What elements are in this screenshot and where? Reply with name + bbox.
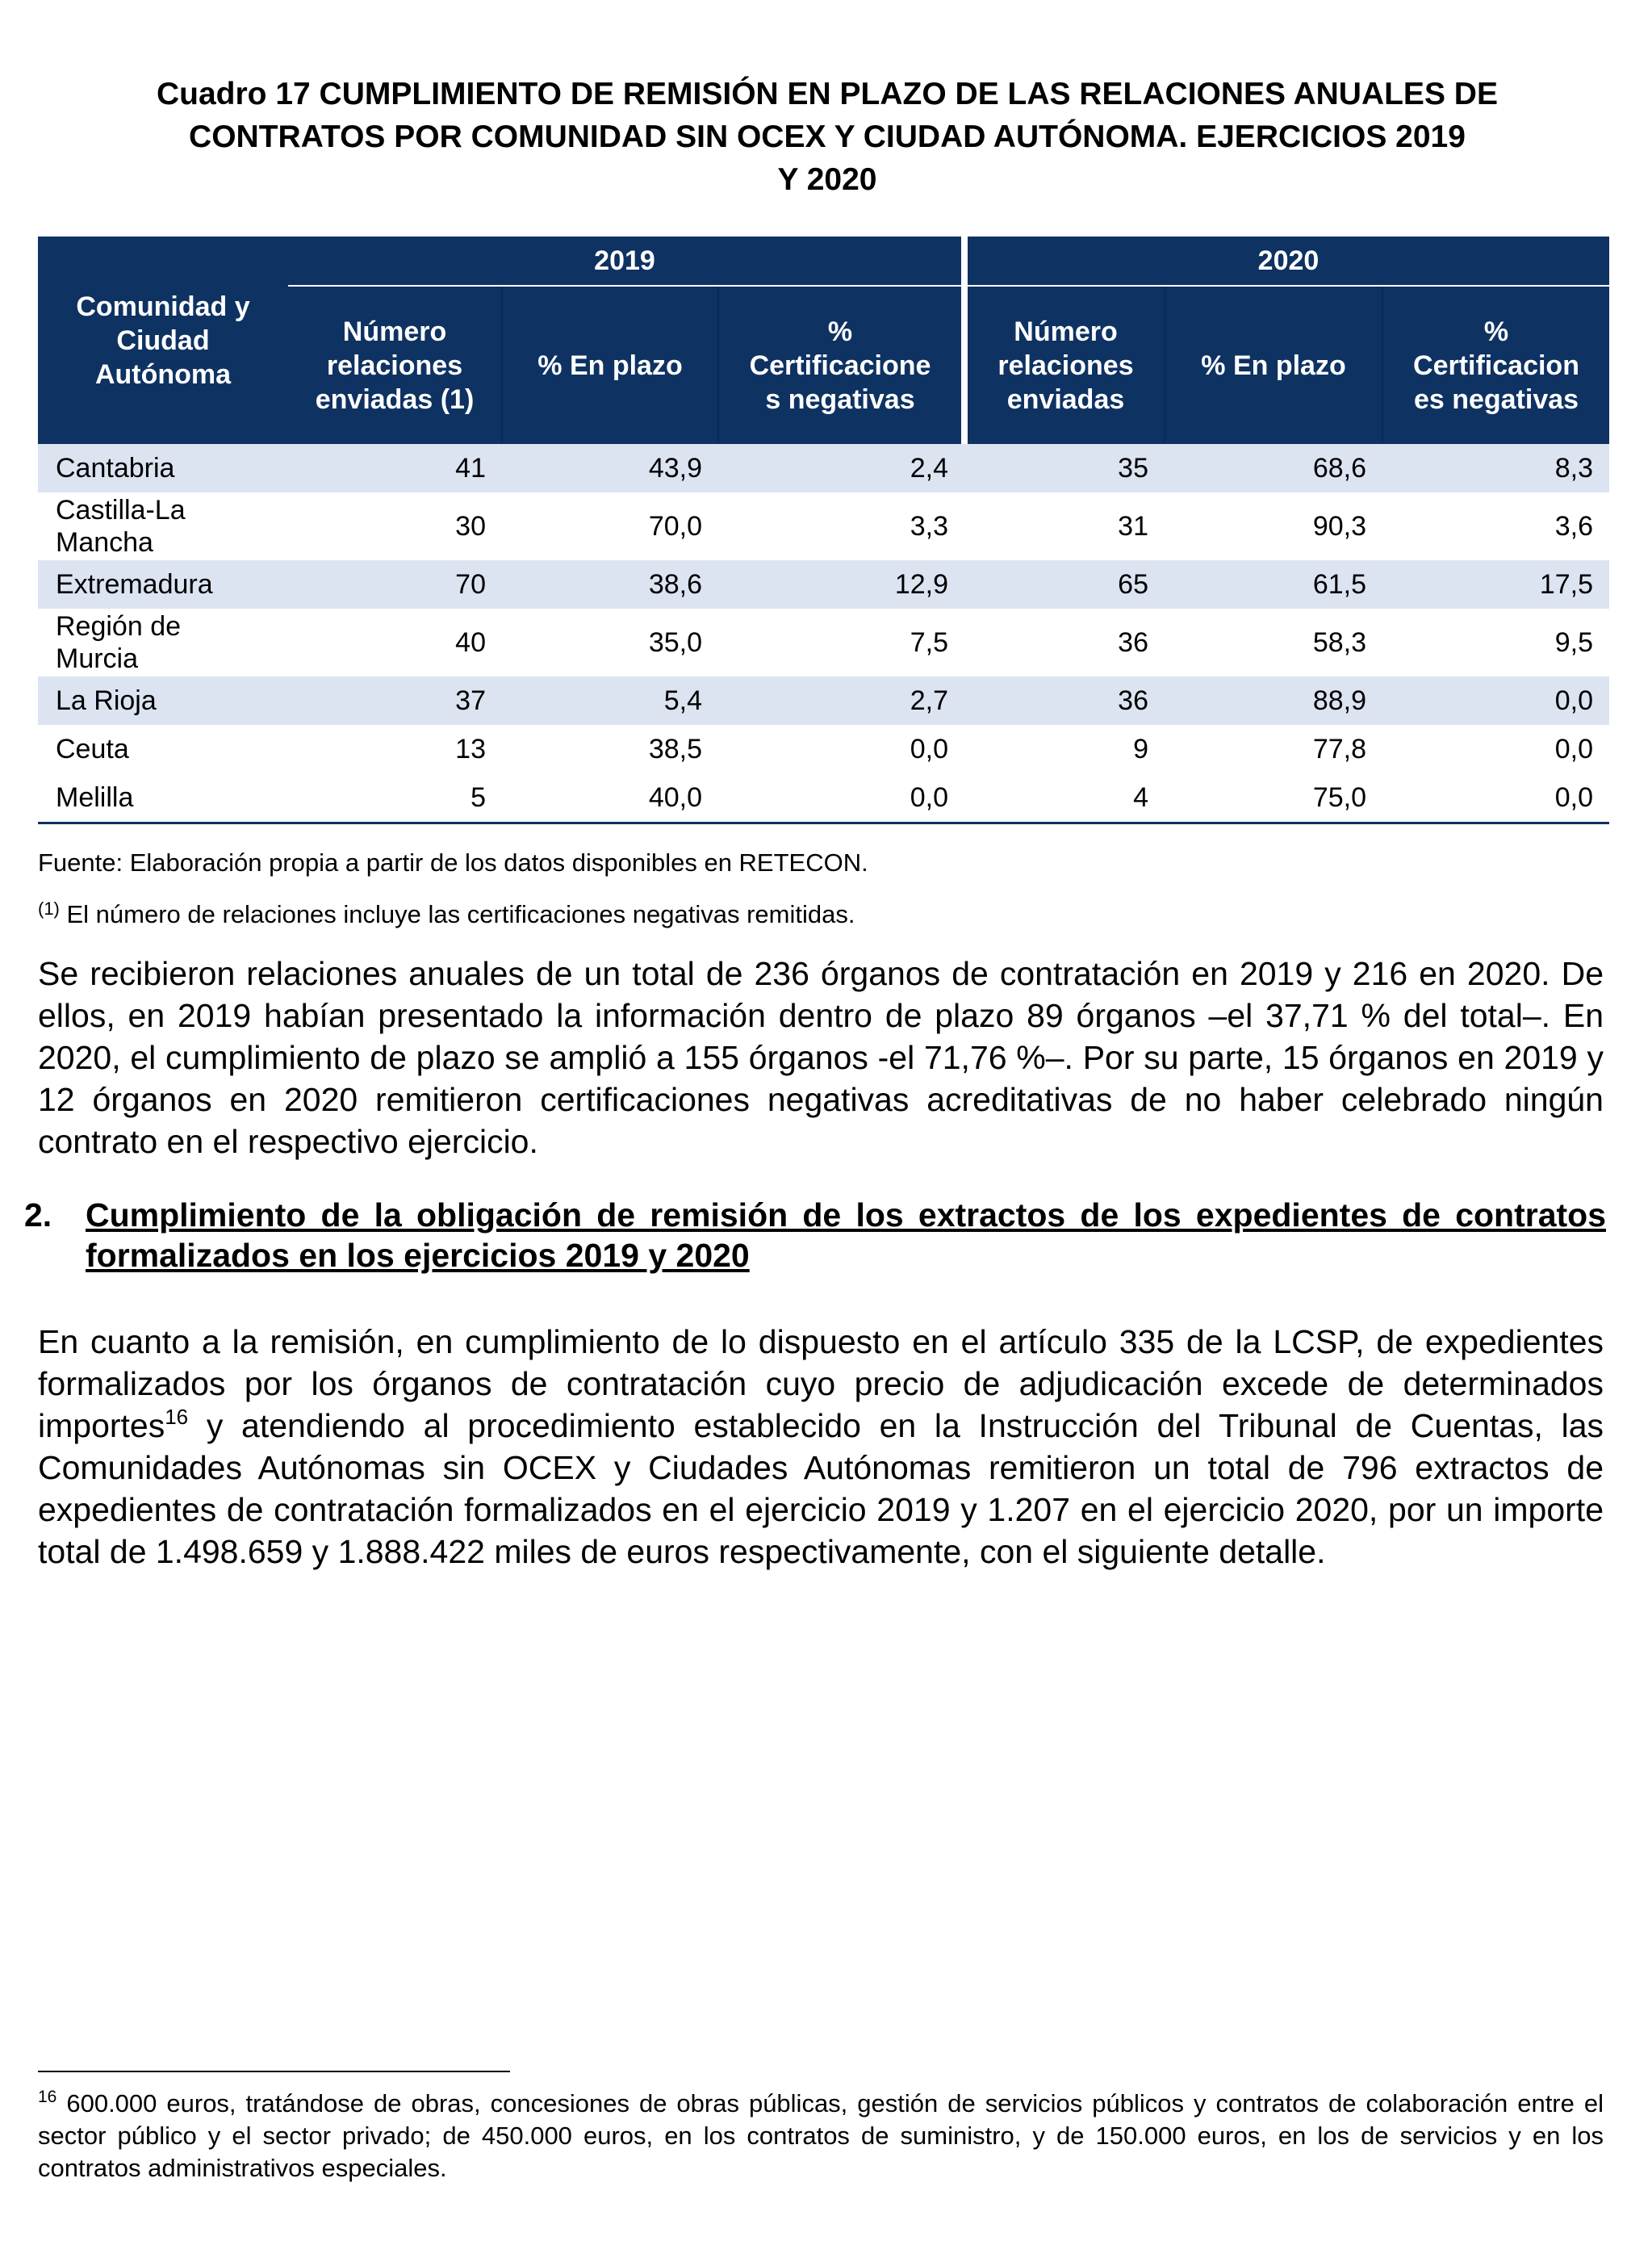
- title-line-2: CONTRATOS POR COMUNIDAD SIN OCEX Y CIUDAD AUTÓNOMA. EJERCICIOS 2019: [189, 119, 1466, 154]
- cell-2020-numero: 31: [1118, 511, 1148, 542]
- header-comunidad: [38, 237, 288, 444]
- header-2019-plazo: % En plazo: [502, 286, 718, 444]
- cell-2020-cert: 17,5: [1382, 560, 1609, 609]
- cell-2019-plazo: 70,0: [648, 511, 702, 542]
- header-line: relaciones: [326, 350, 463, 381]
- header-line: enviadas (1): [315, 383, 475, 415]
- section-number: 2.: [24, 1196, 52, 1234]
- header-2020-numero: [964, 286, 1165, 444]
- header-line: %: [1483, 316, 1509, 347]
- page-footnote-marker: 16: [38, 2088, 57, 2106]
- cell-2020-numero: 9: [1133, 734, 1148, 764]
- cell-2020-cert: 9,5: [1554, 627, 1593, 658]
- cell-2019-plazo: 40,0: [502, 773, 718, 823]
- cell-2020-numero: 4: [964, 773, 1165, 823]
- cell-2019-numero: 70: [288, 560, 502, 609]
- cell-2019-cert: 2,7: [718, 676, 964, 725]
- paragraph-1: Se recibieron relaciones anuales de un total de 236 órganos de contratación en 2019 y 216 en 2020. De ellos, en 2019 habían presentado la información dentro de plazo 89 órganos –el 37,71 % del total–. En 2020, el cumplimiento de plazo se amplió a 155 órganos -el 71,76 %–. Por su parte, 15 órganos en 2019 y 12 órganos en 2020 remitieron certificaciones negativas acreditativas de no haber celebrado ningún contrato en el respectivo ejercicio.: [38, 955, 1604, 1160]
- row-name: Melilla: [38, 773, 288, 823]
- paragraph-2-text-a: En cuanto a la remisión, en cumplimiento de lo dispuesto en el artículo 335 de la LCSP, de expedientes formalizados por los órganos de contratación cuyo precio de adjudicación excede de determinados importes: [38, 1323, 1604, 1444]
- row-name-line: Castilla-La: [56, 495, 186, 526]
- page-footnote-text: 600.000 euros, tratándose de obras, concesiones de obras públicas, gestión de servicios públicos y contratos de colaboración entre el sector público y el sector privado; de 450.000 euros, en los contratos de suministro, y de 150.000 euros, en los de servicios y en los contratos administrativos especiales.: [38, 2089, 1604, 2182]
- header-2019-numero: [288, 286, 502, 444]
- header-comunidad-line: Ciudad: [116, 325, 210, 356]
- section-title: Cumplimiento de la obligación de remisión de los extractos de los expedientes de contratos formalizados en los ejercicios 2019 y 2020: [86, 1196, 1606, 1274]
- footnote-marker: (1): [38, 898, 60, 919]
- header-year-2020: 2020: [964, 237, 1609, 286]
- compliance-table: [38, 237, 1609, 824]
- table-row: [38, 492, 1609, 560]
- cell-2019-numero: 5: [288, 773, 502, 823]
- title-line-3: Y 2020: [777, 162, 877, 197]
- table-row: [38, 773, 1609, 823]
- cell-2020-cert: 3,6: [1554, 511, 1593, 542]
- cell-2020-numero: 36: [1118, 627, 1148, 658]
- cell-2019-numero: 41: [288, 444, 502, 492]
- header-comunidad-line: Comunidad y: [76, 291, 250, 322]
- cell-2020-cert: 0,0: [1382, 773, 1609, 823]
- cell-2020-plazo: 88,9: [1165, 676, 1382, 725]
- cell-2019-numero: 30: [455, 511, 486, 542]
- row-name: La Rioja: [38, 676, 288, 725]
- cell-2019-numero: 13: [455, 734, 486, 764]
- cell-2019-cert: 2,4: [718, 444, 964, 492]
- cell-2019-numero: 40: [455, 627, 486, 658]
- header-line: s negativas: [765, 383, 915, 415]
- cell-2019-plazo: 38,6: [502, 560, 718, 609]
- section-heading: [24, 1195, 1606, 1275]
- cell-2019-cert: 12,9: [718, 560, 964, 609]
- row-name: Ceuta: [56, 734, 129, 764]
- paragraph-2: [38, 1321, 1604, 1573]
- cell-2020-plazo: 75,0: [1165, 773, 1382, 823]
- header-line: Certificacion: [1413, 350, 1579, 381]
- source-note: Fuente: Elaboración propia a partir de los datos disponibles en RETECON.: [38, 848, 868, 877]
- cell-2019-cert: 0,0: [910, 734, 948, 764]
- header-2020-certificaciones: [1382, 286, 1609, 444]
- cell-2019-plazo: 5,4: [502, 676, 718, 725]
- cell-2020-plazo: 61,5: [1165, 560, 1382, 609]
- table-row: [38, 609, 1609, 676]
- header-comunidad-line: Autónoma: [94, 358, 232, 390]
- header-line: %: [827, 316, 853, 347]
- cell-2019-plazo: 35,0: [648, 627, 702, 658]
- cell-2020-cert: 0,0: [1382, 676, 1609, 725]
- cell-2019-cert: 0,0: [718, 773, 964, 823]
- row-name-line: Mancha: [56, 527, 153, 558]
- header-2020-plazo: % En plazo: [1165, 286, 1382, 444]
- table-row: [38, 444, 1609, 492]
- row-name: [38, 609, 288, 676]
- table-row: [38, 725, 1609, 773]
- row-name: Extremadura: [38, 560, 288, 609]
- cell-2020-plazo: 58,3: [1312, 627, 1366, 658]
- cell-2020-numero: 36: [964, 676, 1165, 725]
- cell-2019-cert: 3,3: [910, 511, 948, 542]
- footnote-ref[interactable]: 16: [165, 1405, 189, 1429]
- cell-2020-plazo: 90,3: [1312, 511, 1366, 542]
- cell-2019-cert: 7,5: [910, 627, 948, 658]
- title-line-1: Cuadro 17 CUMPLIMIENTO DE REMISIÓN EN PLAZO DE LAS RELACIONES ANUALES DE: [157, 77, 1498, 111]
- header-line: es negativas: [1413, 383, 1579, 415]
- footnote-text: El número de relaciones incluye las certificaciones negativas remitidas.: [59, 900, 855, 928]
- header-line: Certificacione: [749, 350, 931, 381]
- header-line: Número: [1014, 316, 1118, 347]
- header-line: Número: [342, 316, 447, 347]
- header-line: enviadas: [1006, 383, 1125, 415]
- table-row: [38, 676, 1609, 725]
- cell-2020-plazo: 68,6: [1165, 444, 1382, 492]
- header-2019-certificaciones: [718, 286, 964, 444]
- page-footnote: [38, 2088, 1604, 2184]
- footnote-divider: [38, 2071, 510, 2072]
- cell-2020-numero: 65: [964, 560, 1165, 609]
- cell-2020-plazo: 77,8: [1312, 734, 1366, 764]
- paragraph-2-text-b: y atendiendo al procedimiento establecido en la Instrucción del Tribunal de Cuentas, las Comunidades Autónomas sin OCEX y Ciudades Autónomas remitieron un total de 796 extractos de expedientes de contratación formalizados en el ejercicio 2019 y 1.207 en el ejercicio 2020, por un importe total de 1.498.659 y 1.888.422 miles de euros respectivamente, con el siguiente detalle.: [38, 1407, 1604, 1570]
- row-name-line: Murcia: [56, 643, 139, 674]
- header-year-2019: 2019: [288, 237, 964, 286]
- header-line: relaciones: [997, 350, 1134, 381]
- row-name-line: Región de: [56, 611, 182, 642]
- table-title: [48, 73, 1606, 201]
- row-name: [38, 492, 288, 560]
- table-row: [38, 560, 1609, 609]
- table-footnote: [38, 898, 855, 929]
- cell-2020-cert: 0,0: [1554, 734, 1593, 764]
- cell-2019-plazo: 38,5: [648, 734, 702, 764]
- cell-2020-numero: 35: [964, 444, 1165, 492]
- cell-2020-cert: 8,3: [1382, 444, 1609, 492]
- row-name: Cantabria: [38, 444, 288, 492]
- cell-2019-plazo: 43,9: [502, 444, 718, 492]
- cell-2019-numero: 37: [288, 676, 502, 725]
